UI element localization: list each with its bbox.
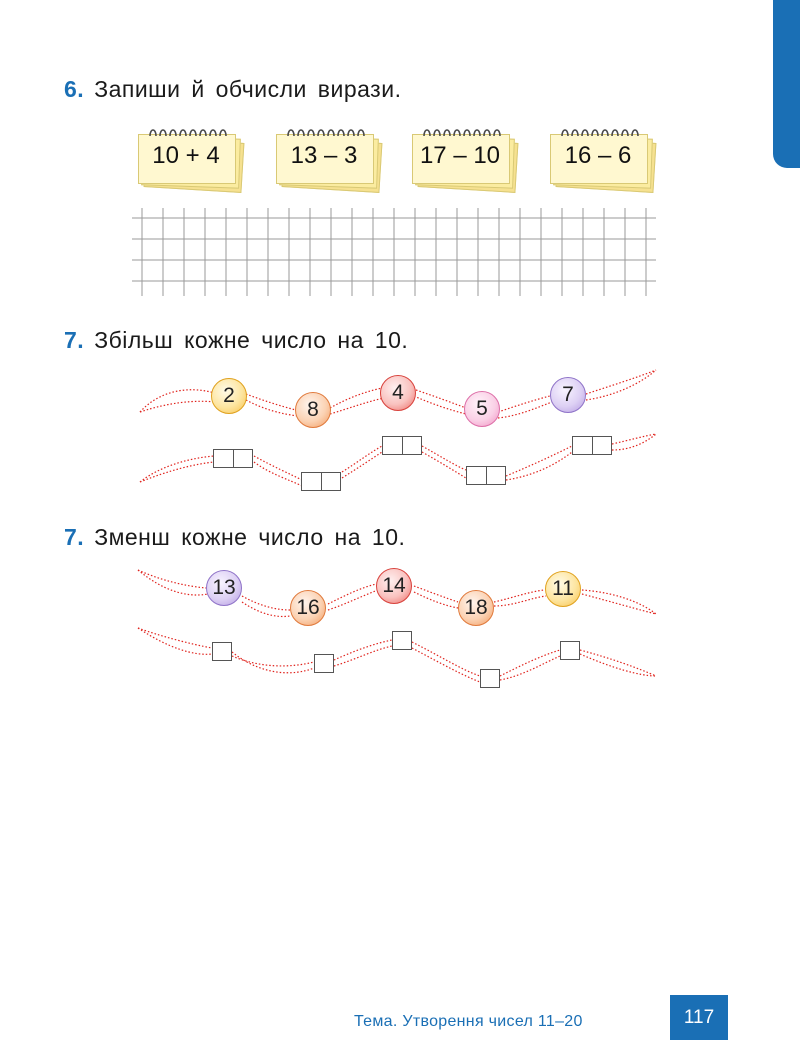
number-ball: 7 bbox=[550, 377, 586, 413]
answer-box[interactable] bbox=[560, 641, 580, 660]
answer-box[interactable] bbox=[301, 472, 341, 491]
number-ball: 11 bbox=[545, 571, 581, 607]
task-number: 6. bbox=[64, 76, 85, 102]
task-7-decrease-title bbox=[64, 524, 405, 551]
page-number: 117 bbox=[670, 995, 728, 1040]
number-ball: 13 bbox=[206, 570, 242, 606]
number-ball: 16 bbox=[290, 590, 326, 626]
task-text: Зменш кожне число на 10. bbox=[94, 524, 406, 550]
number-ball: 4 bbox=[380, 375, 416, 411]
answer-box[interactable] bbox=[382, 436, 422, 455]
expression-text: 13 – 3 bbox=[290, 142, 358, 169]
task-number: 7. bbox=[64, 327, 85, 353]
task-number: 7. bbox=[64, 524, 85, 550]
task-text: Запиши й обчисли вирази. bbox=[94, 76, 402, 102]
answer-box[interactable] bbox=[212, 642, 232, 661]
number-ball: 14 bbox=[376, 568, 412, 604]
answer-box[interactable] bbox=[392, 631, 412, 650]
number-ball: 8 bbox=[295, 392, 331, 428]
number-ball: 5 bbox=[464, 391, 500, 427]
number-ball: 18 bbox=[458, 590, 494, 626]
expression-text: 10 + 4 bbox=[152, 142, 220, 169]
answer-box[interactable] bbox=[572, 436, 612, 455]
expression-text: 17 – 10 bbox=[419, 142, 501, 169]
number-ball: 2 bbox=[211, 378, 247, 414]
answer-box[interactable] bbox=[480, 669, 500, 688]
task-text: Збільш кожне число на 10. bbox=[94, 327, 409, 353]
expression-text: 16 – 6 bbox=[564, 142, 632, 169]
footer-topic: Тема. Утворення чисел 11–20 bbox=[354, 1013, 583, 1030]
answer-box[interactable] bbox=[213, 449, 253, 468]
answer-box[interactable] bbox=[466, 466, 506, 485]
answer-box[interactable] bbox=[314, 654, 334, 673]
